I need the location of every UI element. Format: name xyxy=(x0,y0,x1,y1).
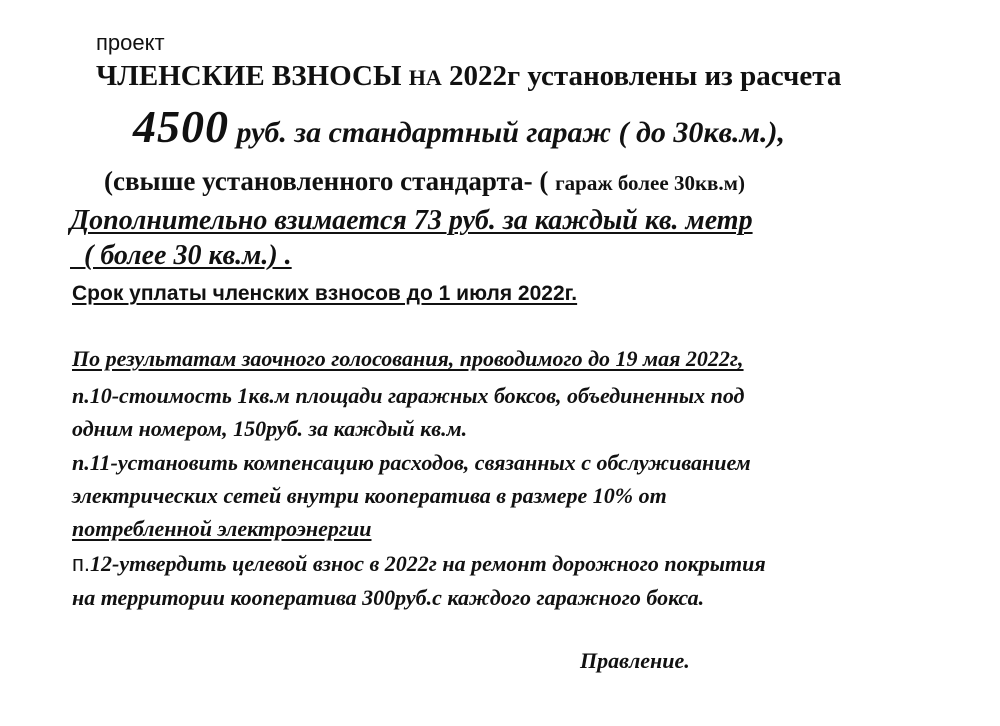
vote-results-heading: По результатам заочного голосования, проводимого до 19 мая 2022г, xyxy=(72,346,744,371)
title-part-1: ЧЛЕНСКИЕ ВЗНОСЫ xyxy=(96,60,409,92)
item-10-line-1: п.10-стоимость 1кв.м площади гаражных боксов, объединенных под xyxy=(72,383,745,408)
above-standard-part-1: (свыше установленного стандарта- ( xyxy=(104,166,556,196)
above-standard-part-2: гараж более 30кв.м) xyxy=(555,171,745,195)
item-10-line-2: одним номером, 150руб. за каждый кв.м. xyxy=(72,416,468,441)
item-11-line-3: потребленной электроэнергии xyxy=(72,516,372,541)
payment-deadline: Срок уплаты членских взносов до 1 июля 2022г. xyxy=(72,282,578,305)
item-11-line-1: п.11-установить компенсацию расходов, связанных с обслуживанием xyxy=(72,450,751,475)
title-part-3: 2022г установлены из расчета xyxy=(441,60,842,92)
fee-amount-line xyxy=(133,101,786,152)
above-standard-line xyxy=(104,168,745,195)
item-11-line-2: электрических сетей внутри кооператива в размере 10% от xyxy=(72,483,667,508)
project-label: проект xyxy=(96,30,165,55)
extra-fee-line-2: ( более 30 кв.м.) . xyxy=(70,240,292,271)
signature: Правление. xyxy=(580,648,690,673)
item-12-prefix: п. xyxy=(72,551,91,576)
item-12-line-1 xyxy=(72,553,766,575)
document-title xyxy=(96,62,841,91)
extra-fee-line-1: Дополнительно взимается 73 руб. за каждый кв. метр xyxy=(70,205,753,236)
fee-amount-value: 4500 xyxy=(133,101,229,152)
item-12-line-2: на территории кооператива 300руб.с каждого гаражного бокса. xyxy=(72,585,705,610)
fee-amount-text: руб. за стандартный гараж ( до 30кв.м.), xyxy=(229,116,786,149)
item-12-text: 12-утвердить целевой взнос в 2022г на ремонт дорожного покрытия xyxy=(90,551,766,576)
title-part-2: НА xyxy=(408,65,442,90)
